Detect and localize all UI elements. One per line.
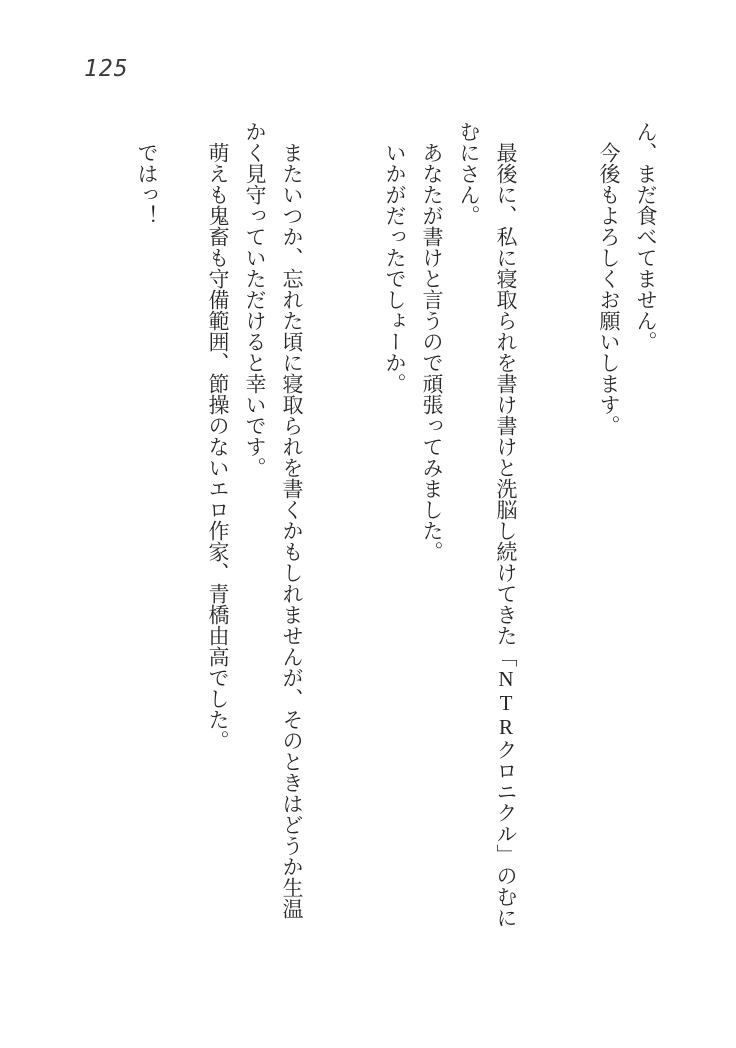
text-line: 今後もよろしくお願いします。	[597, 142, 621, 436]
paragraph	[199, 121, 236, 929]
text-line: いかがだったでしょーか。	[383, 142, 407, 394]
upright-latin: NTR	[494, 667, 518, 739]
page-number: 125	[84, 56, 129, 82]
paragraph	[590, 121, 627, 929]
text-line: 萌えも鬼畜も守備範囲、節操のないエロ作家、青橋由高でした。	[206, 142, 230, 751]
paragraph	[413, 121, 450, 929]
text-line: ん、まだ食べてません。	[634, 121, 658, 352]
text-line: かく見守っていただけると幸いです。	[243, 121, 267, 478]
text-line: またいつか、忘れた頃に寝取られを書くかもしれませんが、そのときはどうか生温	[280, 142, 304, 919]
paragraph	[128, 121, 165, 929]
paragraph	[236, 121, 310, 929]
text-line: むにさん。	[457, 121, 481, 226]
text-line: 最後に、私に寝取られを書け書けと洗脳し続けてきた「NTRクロニクル」のむに	[494, 142, 518, 928]
afterword-text	[128, 121, 664, 929]
text-line: あなたが書けと言うので頑張ってみました。	[420, 142, 444, 562]
text-line: ではっ！	[135, 142, 159, 226]
paragraph	[450, 121, 524, 929]
paragraph	[376, 121, 413, 929]
paragraph	[627, 121, 664, 929]
